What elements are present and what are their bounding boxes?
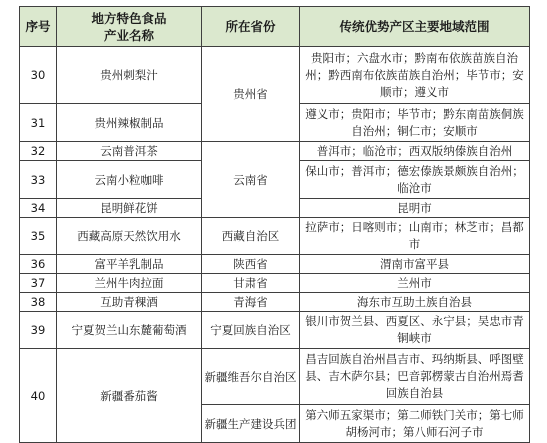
row-province: 陕西省 (202, 255, 300, 274)
row-index: 34 (20, 199, 57, 218)
table-row (20, 293, 530, 312)
row-product: 新疆番茄酱 (57, 349, 202, 443)
row-product: 西藏高原天然饮用水 (57, 218, 202, 255)
row-product: 互助青稞酒 (57, 293, 202, 312)
table-row (20, 218, 530, 255)
row-province: 贵州省 (202, 47, 300, 142)
table-row (20, 142, 530, 161)
row-index: 33 (20, 161, 57, 199)
row-index: 36 (20, 255, 57, 274)
row-area: 银川市贺兰县、西夏区、永宁县；吴忠市青铜峡市 (300, 312, 530, 349)
row-area: 兰州市 (300, 274, 530, 293)
row-province: 甘肃省 (202, 274, 300, 293)
food-industry-table (19, 6, 530, 443)
row-index: 35 (20, 218, 57, 255)
row-province: 宁夏回族自治区 (202, 312, 300, 349)
row-product: 云南小粒咖啡 (57, 161, 202, 199)
table-header-row (20, 7, 530, 47)
row-index: 39 (20, 312, 57, 349)
row-area: 遵义市；贵阳市；毕节市；黔东南苗族侗族自治州；铜仁市；安顺市 (300, 104, 530, 142)
header-area: 传统优势产区主要地域范围 (300, 7, 530, 47)
row-province: 云南省 (202, 142, 300, 218)
row-index: 38 (20, 293, 57, 312)
header-index: 序号 (20, 7, 57, 47)
header-product: 地方特色食品 产业名称 (57, 7, 202, 47)
table-row (20, 47, 530, 104)
row-product: 宁夏贺兰山东麓葡萄酒 (57, 312, 202, 349)
row-area: 拉萨市；日喀则市；山南市；林芝市；昌都市 (300, 218, 530, 255)
row-index: 37 (20, 274, 57, 293)
row-area: 海东市互助土族自治县 (300, 293, 530, 312)
row-index: 31 (20, 104, 57, 142)
row-area: 普洱市；临沧市；西双版纳傣族自治州 (300, 142, 530, 161)
row-index: 30 (20, 47, 57, 104)
row-area: 渭南市富平县 (300, 255, 530, 274)
row-area: 第六师五家渠市；第二师铁门关市；第七师胡杨河市；第八师石河子市 (300, 405, 530, 443)
row-index: 40 (20, 349, 57, 443)
row-product: 兰州牛肉拉面 (57, 274, 202, 293)
row-area: 贵阳市；六盘水市；黔南布依族苗族自治州；黔西南布依族苗族自治州；毕节市；安顺市；遵义市 (300, 47, 530, 104)
row-product: 富平羊乳制品 (57, 255, 202, 274)
row-product: 昆明鲜花饼 (57, 199, 202, 218)
table-row (20, 312, 530, 349)
row-index: 32 (20, 142, 57, 161)
row-product: 云南普洱茶 (57, 142, 202, 161)
table-row (20, 349, 530, 405)
table-row (20, 255, 530, 274)
row-province: 西藏自治区 (202, 218, 300, 255)
row-product: 贵州辣椒制品 (57, 104, 202, 142)
row-product: 贵州刺梨汁 (57, 47, 202, 104)
header-province: 所在省份 (202, 7, 300, 47)
row-area: 保山市；普洱市；德宏傣族景颇族自治州；临沧市 (300, 161, 530, 199)
row-province: 新疆生产建设兵团 (202, 405, 300, 443)
table-row (20, 274, 530, 293)
row-area: 昌吉回族自治州昌吉市、玛纳斯县、呼图壁县、吉木萨尔县；巴音郭楞蒙古自治州焉耆回族自治县 (300, 349, 530, 405)
row-province: 青海省 (202, 293, 300, 312)
row-province: 新疆维吾尔自治区 (202, 349, 300, 405)
row-area: 昆明市 (300, 199, 530, 218)
